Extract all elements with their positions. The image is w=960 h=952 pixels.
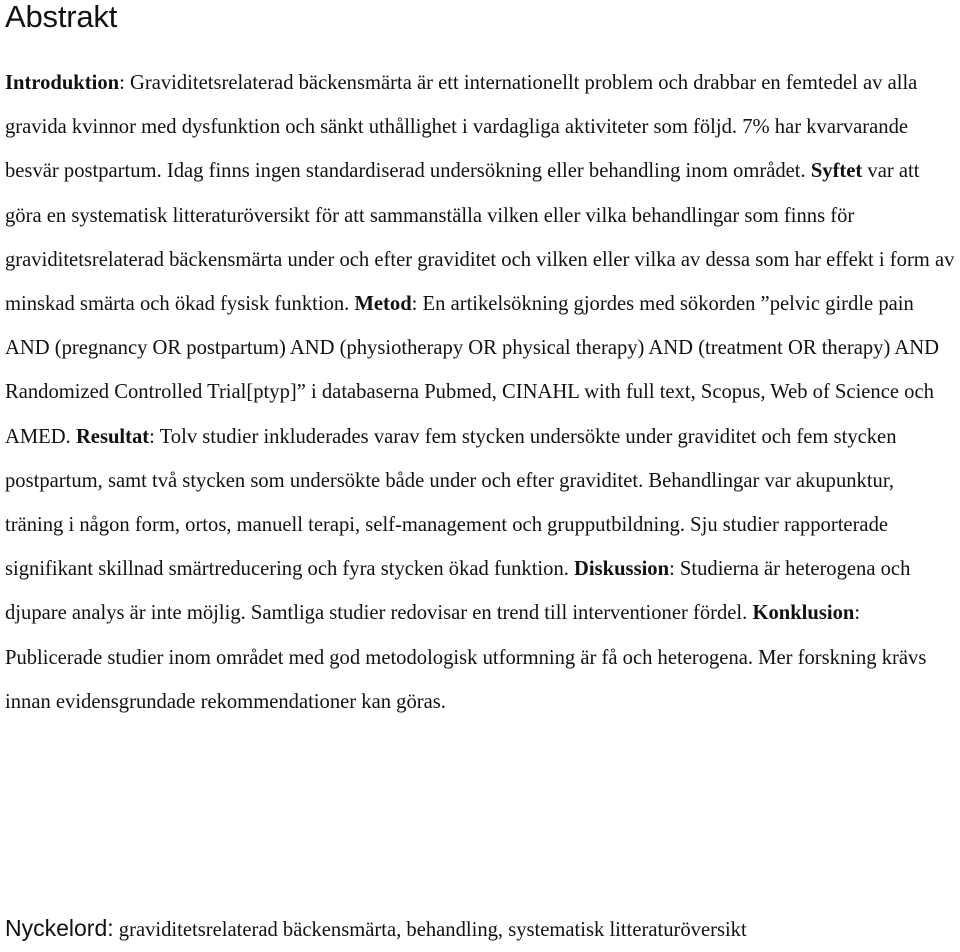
page-title: Abstrakt [5, 0, 118, 34]
method-label: Metod [354, 293, 412, 316]
discussion-text: : Studierna är heterogena och djupare analys är inte möjlig. Samtliga studier redovisar en trend till interventioner fördel. [5, 558, 911, 625]
aim-text: var att göra en systematisk litteraturöversikt för att sammanställa vilken eller vilka behandlingar som finns för graviditetsrelaterad bäckensmärta under och efter graviditet och vilken eller vilka av dessa som har effekt i form av minskad smärta och ökad fysisk funktion. [5, 160, 955, 316]
intro-text: : Graviditetsrelaterad bäckensmärta är ett internationellt problem och drabbar en femtedel av alla gravida kvinnor med dysfunktion och sänkt uthållighet i vardagliga aktiviteter som följd. 7% har kvarvarande besvär postpartum. Idag finns ingen standardiserad undersökning eller behandling inom området. [5, 72, 918, 183]
keywords-text: graviditetsrelaterad bäckensmärta, behandling, systematisk litteraturöversikt [113, 919, 747, 941]
conclusion-text: : Publicerade studier inom området med god metodologisk utformning är få och heterogena. Mer forskning krävs innan evidensgrundade rekommendationer kan göras. [5, 602, 927, 713]
results-label: Resultat [75, 425, 150, 448]
document-page [5, 0, 955, 941]
keywords-line [5, 906, 955, 952]
results-text: : Tolv studier inkluderades varav fem stycken undersökte under graviditet och fem stycken postpartum, samt två stycken som undersökte både under och efter graviditet. Behandlingar var akupunktur, träning i någon form, ortos, manuell terapi, self-management och grupputbildning. Sju studier rapporterade signifikant skillnad smärtreducering och fyra stycken ökad funktion. [5, 425, 897, 581]
method-text: : En artikelsökning gjordes med sökorden ”pelvic girdle pain AND (pregnancy OR postpartum) AND (physiotherapy OR physical therapy) AND (treatment OR therapy) AND Randomized Controlled Trial[ptyp]” i databaserna Pubmed, CINAHL with full text, Scopus, Web of Science och AMED. [5, 293, 939, 448]
abstract-body [5, 61, 955, 724]
intro-label: Introduktion [5, 72, 120, 94]
aim-label: Syftet [810, 160, 863, 183]
conclusion-label: Konklusion [752, 602, 855, 625]
discussion-label: Diskussion [574, 558, 670, 581]
keywords-label: Nyckelord: [5, 915, 114, 941]
